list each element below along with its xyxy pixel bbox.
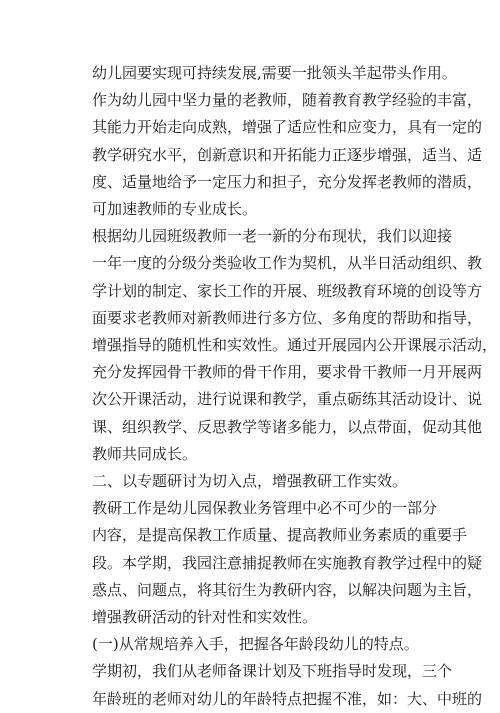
text-line: 根据幼儿园班级教师一老一新的分布现状，我们以迎接 bbox=[92, 227, 453, 246]
paragraph bbox=[62, 495, 483, 631]
document-body bbox=[62, 60, 498, 713]
text-line: 惑点、问题点，将其衍生为教研内容，以解决问题为主旨， bbox=[92, 580, 483, 599]
text-line: 教研工作是幼儿园保教业务管理中必不可少的一部分 bbox=[92, 499, 438, 518]
text-line: 次公开课活动，进行说课和教学，重点砺练其活动设计、说 bbox=[92, 390, 483, 409]
text-line: 其能力开始走向成熟，增强了适应性和应变力，具有一定的 bbox=[92, 118, 483, 137]
text-line: 二、以专题研讨为切入点，增强教研工作实效。 bbox=[92, 472, 408, 491]
text-line: 内容，是提高保教工作质量、提高教师业务素质的重要手 bbox=[92, 526, 468, 545]
text-line: 面要求老教师对新教师进行多方位、多角度的帮助和指导， bbox=[92, 308, 483, 327]
text-line: 学期初，我们从老师备课计划及下班指导时发现，三个 bbox=[92, 662, 453, 681]
text-line: 可加速教师的专业成长。 bbox=[92, 200, 258, 219]
text-line: 作为幼儿园中坚力量的老教师，随着教育教学经验的丰富， bbox=[92, 91, 483, 110]
text-line: 教师共同成长。 bbox=[92, 444, 198, 463]
text-line: 课、组织教学、反思教学等诸多能力，以点带面，促动其他 bbox=[92, 417, 483, 436]
text-line: 段。本学期，我园注意捕捉教师在实施教育教学过程中的疑 bbox=[92, 553, 483, 572]
text-line: (一)从常规培养入手，把握各年龄段幼儿的特点。 bbox=[92, 635, 419, 654]
text-line: 增强教研活动的针对性和实效性。 bbox=[92, 608, 318, 627]
text-line: 度、适量地给予一定压力和担子，充分发挥老教师的潜质， bbox=[92, 172, 483, 191]
text-line: 学计划的制定、家长工作的开展、班级教育环境的创设等方 bbox=[92, 281, 483, 300]
text-line: 幼儿园要实现可持续发展,需要一批领头羊起带头作用。 bbox=[92, 64, 457, 82]
text-line: 年龄班的老师对幼儿的年龄特点把握不准，如：大、中班的 bbox=[92, 689, 483, 708]
text-line: 一年一度的分级分类验收工作为契机，从半日活动组织、教 bbox=[92, 254, 483, 273]
text-line: 增强指导的随机性和实效性。通过开展园内公开课展示活动， bbox=[92, 336, 498, 355]
paragraph bbox=[62, 223, 498, 468]
text-line: 教学研究水平，创新意识和开拓能力正逐步增强，适当、适 bbox=[92, 145, 483, 164]
text-line: 充分发挥园骨干教师的骨干作用，要求骨干教师一月开展两 bbox=[92, 363, 483, 382]
paragraph bbox=[62, 468, 448, 495]
paragraph bbox=[62, 631, 448, 658]
paragraph bbox=[62, 658, 483, 712]
paragraph bbox=[62, 60, 483, 223]
